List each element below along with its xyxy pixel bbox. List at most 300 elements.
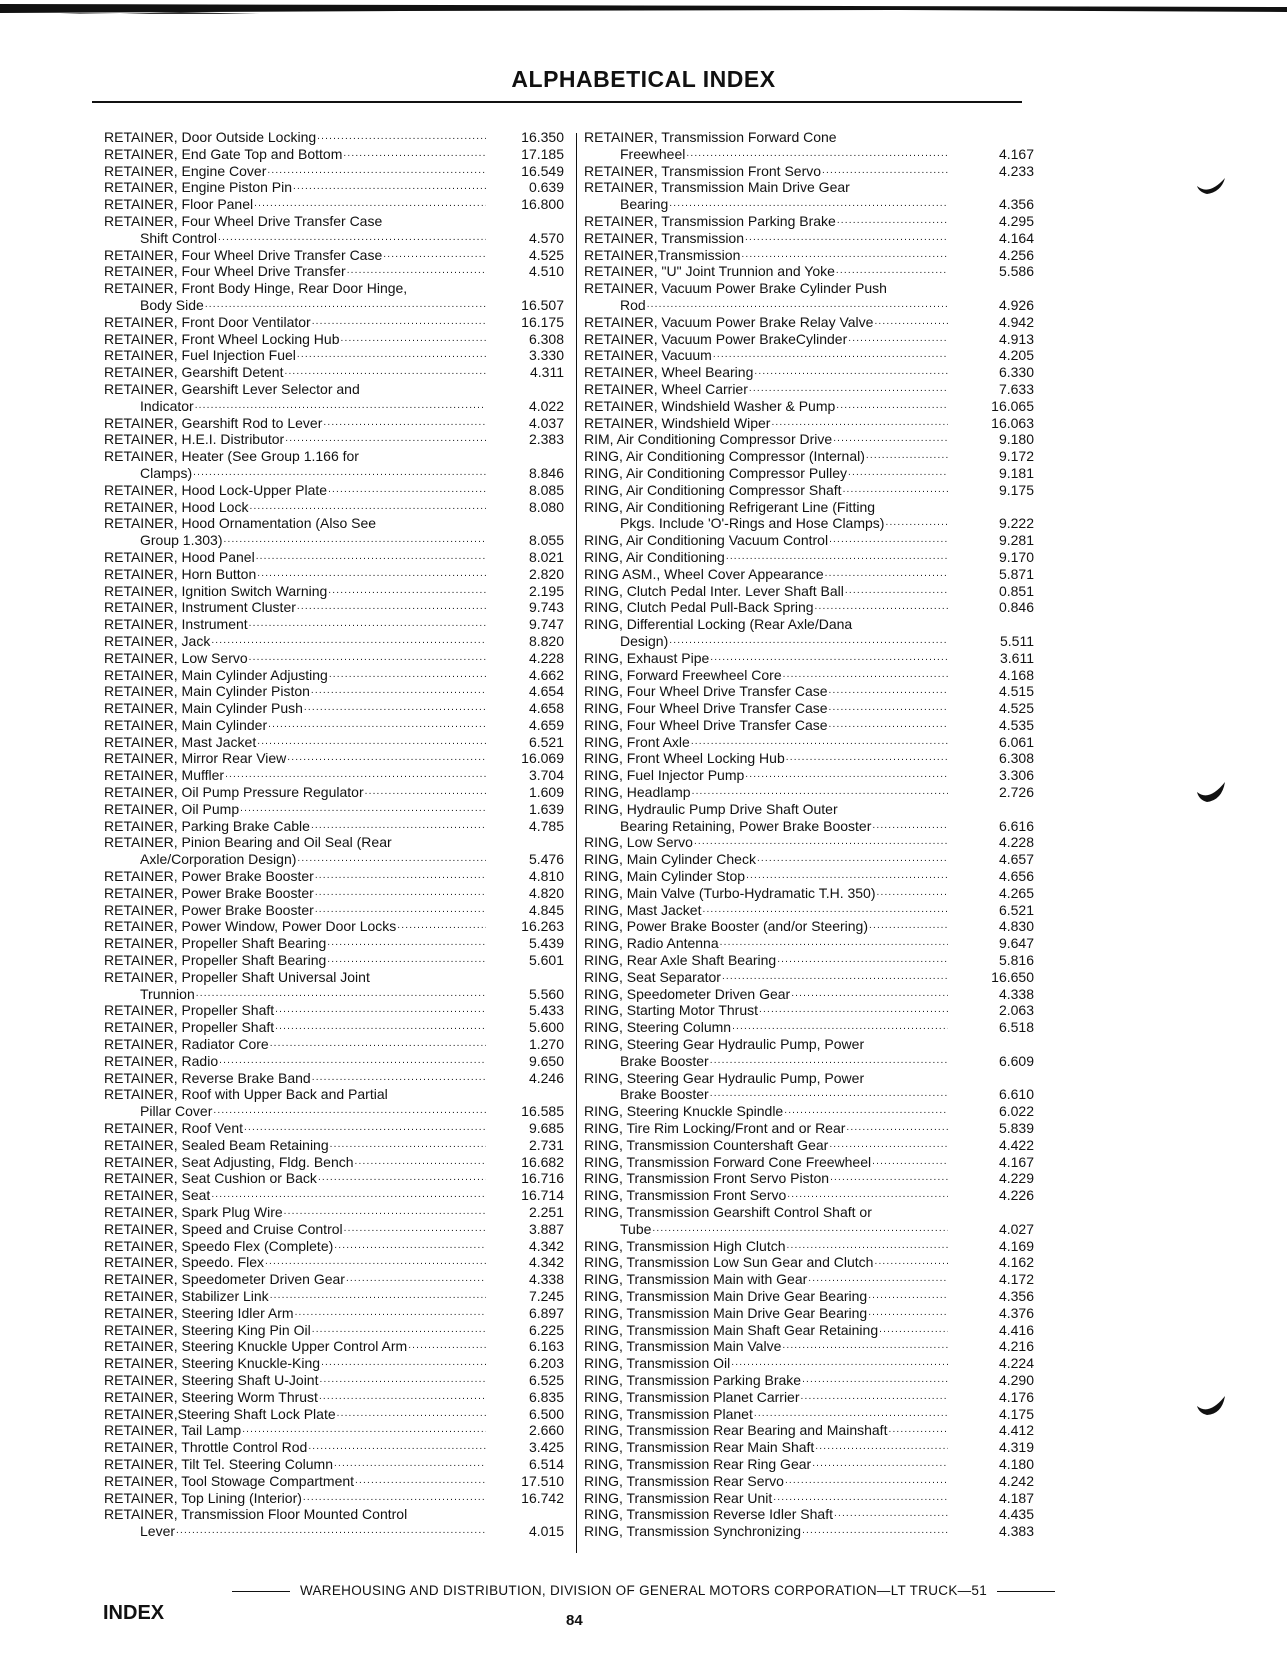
entry-text: Brake Booster — [620, 1086, 709, 1103]
entry-page-ref: 6.897 — [528, 1304, 564, 1321]
dot-leader — [829, 683, 948, 700]
entry-text: RETAINER, Steering Idler Arm — [104, 1304, 294, 1321]
entry-page-ref: 6.609 — [998, 1052, 1034, 1069]
entry-text: RING, Radio Antenna — [584, 935, 719, 952]
entry-text: RING, Transmission Rear Main Shaft — [584, 1439, 815, 1456]
entry-text: RING, Differential Locking (Rear Axle/Dana — [584, 616, 853, 633]
index-entry — [584, 1490, 1034, 1507]
dot-leader — [218, 230, 486, 247]
index-entry — [104, 633, 564, 650]
entry-text: RETAINER, Hood Lock-Upper Plate — [104, 481, 328, 498]
index-entry — [584, 1070, 1034, 1087]
entry-text: Shift Control — [140, 229, 218, 246]
entry-page-ref: 16.507 — [521, 296, 564, 313]
entry-page-ref: 9.180 — [998, 431, 1034, 448]
entry-text: RETAINER, Speed and Cruise Control — [104, 1220, 343, 1237]
dot-leader — [267, 163, 486, 180]
index-entry — [104, 1019, 564, 1036]
entry-text: RING, Starting Motor Thrust — [584, 1002, 759, 1019]
index-entry — [584, 667, 1034, 684]
index-entry — [104, 1238, 564, 1255]
index-entry — [104, 482, 564, 499]
dot-leader — [323, 415, 486, 432]
entry-page-ref: 4.295 — [998, 212, 1034, 229]
entry-page-ref: 4.658 — [528, 700, 564, 717]
entry-page-ref: 5.839 — [998, 1120, 1034, 1137]
entry-page-ref: 4.416 — [998, 1321, 1034, 1338]
index-entry — [584, 499, 1034, 516]
dot-leader — [346, 1271, 486, 1288]
entry-text: RETAINER, Main Cylinder Push — [104, 700, 303, 717]
dot-leader — [240, 801, 486, 818]
dot-leader — [815, 599, 948, 616]
dot-leader — [213, 1103, 486, 1120]
entry-text: Indicator — [140, 397, 194, 414]
index-entry — [584, 1338, 1034, 1355]
entry-text: RETAINER, Transmission Floor Mounted Control — [104, 1506, 408, 1523]
dot-leader — [710, 1086, 948, 1103]
dot-leader — [219, 1053, 486, 1070]
entry-page-ref: 9.172 — [998, 448, 1034, 465]
index-entry-continuation — [584, 196, 1034, 213]
index-entry — [104, 1389, 564, 1406]
entry-text: RING, Air Conditioning — [584, 548, 725, 565]
entry-page-ref: 3.425 — [528, 1439, 564, 1456]
index-entry — [584, 1422, 1034, 1439]
binder-hole-mark — [1195, 778, 1229, 808]
index-entry — [104, 1355, 564, 1372]
entry-text: RETAINER, Gearshift Detent — [104, 364, 284, 381]
dot-leader — [327, 952, 486, 969]
index-entry — [584, 448, 1034, 465]
dot-leader — [257, 566, 486, 583]
dot-leader — [315, 885, 486, 902]
entry-page-ref: 4.412 — [998, 1422, 1034, 1439]
dot-leader — [297, 599, 486, 616]
dot-leader — [303, 1490, 486, 1507]
dot-leader — [176, 1523, 486, 1540]
entry-page-ref: 6.061 — [998, 733, 1034, 750]
dot-leader — [787, 1187, 948, 1204]
entry-text: Freewheel — [620, 145, 686, 162]
index-entry — [104, 667, 564, 684]
index-entry — [584, 1254, 1034, 1271]
dot-leader — [312, 1070, 486, 1087]
entry-text: RETAINER, Ignition Switch Warning — [104, 582, 328, 599]
entry-page-ref: 16.549 — [521, 162, 564, 179]
index-entry — [104, 448, 564, 465]
index-entry — [104, 918, 564, 935]
entry-text: Bearing — [620, 196, 669, 213]
dot-leader — [317, 129, 486, 146]
entry-text: RETAINER, Propeller Shaft Bearing — [104, 935, 327, 952]
index-entry — [104, 1372, 564, 1389]
entry-page-ref: 16.585 — [521, 1103, 564, 1120]
entry-text: RETAINER, Reverse Brake Band — [104, 1069, 311, 1086]
index-entry — [104, 381, 564, 398]
index-entry — [104, 1187, 564, 1204]
dot-leader — [722, 969, 948, 986]
entry-text: RETAINER, Vacuum — [584, 347, 712, 364]
dot-leader — [784, 1103, 948, 1120]
index-entry — [584, 801, 1034, 818]
index-entry — [104, 885, 564, 902]
entry-text: RETAINER, Tilt Tel. Steering Column — [104, 1455, 334, 1472]
entry-text: RIM, Air Conditioning Compressor Drive — [584, 431, 833, 448]
entry-page-ref: 6.514 — [528, 1455, 564, 1472]
entry-page-ref: 8.080 — [528, 498, 564, 515]
dot-leader — [287, 750, 486, 767]
index-entry — [104, 583, 564, 600]
entry-page-ref: 4.383 — [998, 1523, 1034, 1540]
entry-page-ref: 4.820 — [528, 884, 564, 901]
dot-leader — [224, 532, 487, 549]
index-entry — [104, 415, 564, 432]
entry-text: RING, Transmission Reverse Idler Shaft — [584, 1506, 833, 1523]
entry-text: RING, Transmission Low Sun Gear and Clutch — [584, 1254, 874, 1271]
index-column-right — [584, 129, 1034, 1540]
entry-text: RETAINER, Windshield Wiper — [584, 414, 771, 431]
entry-page-ref: 16.069 — [521, 750, 564, 767]
index-entry-continuation — [104, 465, 564, 482]
entry-text: RETAINER, Transmission Main Drive Gear — [584, 179, 850, 196]
entry-page-ref: 3.330 — [528, 347, 564, 364]
entry-page-ref: 5.439 — [528, 935, 564, 952]
dot-leader — [773, 1490, 948, 1507]
entry-text: RETAINER, Radio — [104, 1052, 219, 1069]
dot-leader — [270, 1288, 486, 1305]
entry-page-ref: 9.647 — [998, 935, 1034, 952]
dot-leader — [888, 1422, 948, 1439]
entry-page-ref: 4.525 — [998, 700, 1034, 717]
entry-page-ref: 4.226 — [998, 1187, 1034, 1204]
index-entry — [584, 1103, 1034, 1120]
index-entry — [104, 247, 564, 264]
index-entry — [104, 314, 564, 331]
entry-text: RING, Hydraulic Pump Drive Shaft Outer — [584, 800, 838, 817]
entry-page-ref: 4.167 — [998, 1153, 1034, 1170]
index-entry — [584, 1456, 1034, 1473]
entry-text: RING, Air Conditioning Compressor (Internal) — [584, 448, 865, 465]
dot-leader — [830, 1170, 948, 1187]
dot-leader — [355, 1473, 486, 1490]
dot-leader — [846, 1120, 948, 1137]
entry-page-ref: 2.383 — [528, 431, 564, 448]
dot-leader — [791, 986, 948, 1003]
dot-leader — [268, 717, 486, 734]
dot-leader — [710, 650, 948, 667]
entry-page-ref: 3.887 — [528, 1220, 564, 1237]
entry-page-ref: 6.525 — [528, 1371, 564, 1388]
entry-page-ref: 2.731 — [528, 1136, 564, 1153]
entry-text: RETAINER, Steering King Pin Oil — [104, 1321, 311, 1338]
index-entry — [104, 179, 564, 196]
index-entry-continuation — [104, 1103, 564, 1120]
entry-text: RETAINER,Transmission — [584, 246, 741, 263]
entry-page-ref: 4.376 — [998, 1304, 1034, 1321]
index-entry — [104, 616, 564, 633]
index-entry — [584, 1154, 1034, 1171]
entry-page-ref: 4.535 — [998, 716, 1034, 733]
entry-page-ref: 4.656 — [998, 868, 1034, 885]
index-entry — [584, 1305, 1034, 1322]
entry-text: Pkgs. Include 'O'-Rings and Hose Clamps) — [620, 515, 885, 532]
entry-page-ref: 4.015 — [528, 1523, 564, 1540]
index-entry — [104, 1271, 564, 1288]
dot-leader — [872, 818, 948, 835]
entry-text: RING, Transmission Main with Gear — [584, 1271, 808, 1288]
entry-page-ref: 6.308 — [998, 750, 1034, 767]
entry-text: RING, Low Servo — [584, 834, 693, 851]
footer — [0, 1583, 1287, 1598]
index-entry — [584, 431, 1034, 448]
index-entry — [104, 1154, 564, 1171]
column-divider — [576, 133, 577, 1553]
entry-page-ref: 5.476 — [528, 851, 564, 868]
dot-leader — [312, 1322, 486, 1339]
index-entry — [104, 902, 564, 919]
entry-text: RETAINER, Wheel Carrier — [584, 380, 748, 397]
index-entry — [584, 415, 1034, 432]
entry-page-ref: 9.685 — [528, 1120, 564, 1137]
entry-page-ref: 16.716 — [521, 1170, 564, 1187]
index-entry — [104, 1322, 564, 1339]
entry-text: RETAINER, Transmission Parking Brake — [584, 212, 836, 229]
dot-leader — [257, 734, 486, 751]
index-entry — [584, 364, 1034, 381]
index-entry — [584, 549, 1034, 566]
index-entry — [584, 1238, 1034, 1255]
entry-page-ref: 16.175 — [521, 313, 564, 330]
index-entry — [584, 465, 1034, 482]
entry-page-ref: 17.510 — [521, 1472, 564, 1489]
dot-leader — [408, 1338, 486, 1355]
entry-page-ref: 4.172 — [998, 1271, 1034, 1288]
entry-text: RETAINER, Engine Cover — [104, 162, 267, 179]
entry-text: RING, Headlamp — [584, 784, 691, 801]
dot-leader — [874, 314, 948, 331]
dot-leader — [802, 1372, 948, 1389]
dot-leader — [225, 767, 486, 784]
index-entry — [584, 247, 1034, 264]
dot-leader — [211, 1187, 486, 1204]
entry-text: Group 1.303) — [140, 532, 223, 549]
dot-leader — [344, 1221, 486, 1238]
entry-text: RETAINER, Heater (See Group 1.166 for — [104, 448, 359, 465]
index-entry — [584, 1204, 1034, 1221]
dot-leader — [731, 1355, 948, 1372]
entry-text: RETAINER, Seat — [104, 1187, 211, 1204]
entry-page-ref: 3.306 — [998, 767, 1034, 784]
dot-leader — [193, 465, 486, 482]
footer-text: WAREHOUSING AND DISTRIBUTION, DIVISION OF GENERAL MOTORS CORPORATION—LT TRUCK—51 — [299, 1583, 988, 1598]
index-entry — [104, 1456, 564, 1473]
dot-leader — [710, 1053, 948, 1070]
entry-page-ref: 4.175 — [998, 1405, 1034, 1422]
entry-text: RETAINER, Jack — [104, 632, 211, 649]
entry-page-ref: 4.570 — [528, 229, 564, 246]
dot-leader — [877, 885, 949, 902]
dot-leader — [244, 1120, 486, 1137]
entry-text: RETAINER, Propeller Shaft — [104, 1019, 275, 1036]
entry-page-ref: 6.518 — [998, 1019, 1034, 1036]
entry-page-ref: 0.846 — [998, 599, 1034, 616]
index-entry — [584, 935, 1034, 952]
index-entry — [584, 1271, 1034, 1288]
index-entry — [104, 146, 564, 163]
dot-leader — [321, 1355, 486, 1372]
index-entry — [104, 566, 564, 583]
entry-page-ref: 6.330 — [998, 364, 1034, 381]
index-entry-continuation — [104, 986, 564, 1003]
index-entry-continuation — [584, 1221, 1034, 1238]
entry-text: RETAINER, Fuel Injection Fuel — [104, 347, 296, 364]
entry-page-ref: 4.167 — [998, 145, 1034, 162]
entry-page-ref: 2.660 — [528, 1422, 564, 1439]
dot-leader — [196, 986, 486, 1003]
entry-page-ref: 16.650 — [991, 968, 1034, 985]
entry-page-ref: 6.203 — [528, 1355, 564, 1372]
entry-text: RETAINER, Four Wheel Drive Transfer Case — [104, 212, 383, 229]
dot-leader — [647, 297, 948, 314]
dot-leader — [343, 146, 486, 163]
scan-top-edge — [0, 0, 1287, 14]
binder-hole-mark — [1195, 170, 1229, 200]
footer-rule-right — [997, 1591, 1055, 1592]
entry-page-ref: 17.185 — [521, 145, 564, 162]
dot-leader — [328, 482, 486, 499]
dot-leader — [868, 1288, 948, 1305]
entry-page-ref: 16.065 — [991, 397, 1034, 414]
index-entry — [104, 767, 564, 784]
dot-leader — [249, 616, 486, 633]
entry-page-ref: 4.168 — [998, 666, 1034, 683]
entry-text: Trunnion — [140, 985, 195, 1002]
entry-text: RING, Steering Gear Hydraulic Pump, Power — [584, 1036, 865, 1053]
dot-leader — [397, 918, 486, 935]
entry-text: RETAINER, Vacuum Power Brake Relay Valve — [584, 313, 874, 330]
index-entry — [104, 1170, 564, 1187]
index-entry — [104, 1439, 564, 1456]
dot-leader — [754, 364, 948, 381]
index-entry — [104, 549, 564, 566]
entry-text: RING, Main Valve (Turbo-Hydramatic T.H. 350) — [584, 884, 876, 901]
index-column-left — [104, 129, 564, 1540]
entry-text: RING, Speedometer Driven Gear — [584, 985, 791, 1002]
entry-page-ref: 9.170 — [998, 548, 1034, 565]
entry-text: RETAINER, Power Window, Power Door Locks — [104, 918, 397, 935]
entry-text: RETAINER, Main Cylinder Adjusting — [104, 666, 328, 683]
entry-text: RING, Transmission Oil — [584, 1355, 731, 1372]
dot-leader — [249, 499, 486, 516]
entry-text: RETAINER, Steering Worm Thrust — [104, 1388, 318, 1405]
dot-leader — [829, 1137, 948, 1154]
entry-page-ref: 6.616 — [998, 817, 1034, 834]
entry-page-ref: 8.846 — [528, 464, 564, 481]
entry-page-ref: 9.222 — [998, 515, 1034, 532]
dot-leader — [669, 633, 948, 650]
index-entry — [104, 801, 564, 818]
entry-text: Body Side — [140, 296, 204, 313]
entry-page-ref: 4.657 — [998, 851, 1034, 868]
entry-text: RING, Transmission Main Drive Gear Bearing — [584, 1304, 868, 1321]
index-entry — [584, 902, 1034, 919]
dot-leader — [254, 196, 486, 213]
dot-leader — [746, 868, 948, 885]
entry-page-ref: 4.265 — [998, 884, 1034, 901]
dot-leader — [745, 767, 948, 784]
index-entry — [584, 1120, 1034, 1137]
entry-page-ref: 16.063 — [991, 414, 1034, 431]
entry-page-ref: 4.233 — [998, 162, 1034, 179]
index-entry — [584, 650, 1034, 667]
index-entry — [584, 398, 1034, 415]
dot-leader — [686, 146, 948, 163]
dot-leader — [242, 1422, 486, 1439]
index-entry — [584, 1506, 1034, 1523]
entry-text: RETAINER, Transmission Forward Cone — [584, 129, 837, 145]
entry-page-ref: 4.187 — [998, 1489, 1034, 1506]
entry-page-ref: 4.785 — [528, 817, 564, 834]
entry-page-ref: 9.281 — [998, 532, 1034, 549]
entry-text: RETAINER, Front Wheel Locking Hub — [104, 330, 340, 347]
entry-text: RETAINER, Sealed Beam Retaining — [104, 1136, 329, 1153]
dot-leader — [249, 650, 486, 667]
entry-text: RING, Four Wheel Drive Transfer Case — [584, 700, 828, 717]
entry-page-ref: 4.169 — [998, 1237, 1034, 1254]
dot-leader — [848, 331, 948, 348]
dot-leader — [702, 902, 948, 919]
entry-text: Rod — [620, 296, 646, 313]
entry-text: Design) — [620, 632, 669, 649]
index-entry — [104, 1137, 564, 1154]
entry-text: RING, Transmission Parking Brake — [584, 1371, 802, 1388]
entry-text: RETAINER, Speedo. Flex — [104, 1254, 265, 1271]
index-entry — [104, 1338, 564, 1355]
entry-text: RETAINER, Steering Knuckle-King — [104, 1355, 321, 1372]
index-entry — [584, 885, 1034, 902]
index-entry — [104, 717, 564, 734]
entry-text: RETAINER, Vacuum Power BrakeCylinder — [584, 330, 848, 347]
entry-page-ref: 5.511 — [1000, 632, 1034, 649]
entry-text: RETAINER, Propeller Shaft Bearing — [104, 952, 327, 969]
entry-page-ref: 2.251 — [528, 1204, 564, 1220]
dot-leader — [691, 734, 948, 751]
entry-page-ref: 9.650 — [528, 1052, 564, 1069]
index-entry — [104, 196, 564, 213]
dot-leader — [812, 1456, 948, 1473]
entry-page-ref: 1.270 — [528, 1036, 564, 1053]
entry-page-ref: 16.800 — [521, 196, 564, 213]
entry-page-ref: 6.308 — [528, 330, 564, 347]
entry-page-ref: 4.162 — [998, 1254, 1034, 1271]
entry-page-ref: 6.835 — [528, 1388, 564, 1405]
index-entry — [584, 1389, 1034, 1406]
index-entry — [584, 784, 1034, 801]
dot-leader — [837, 213, 948, 230]
index-entry — [584, 599, 1034, 616]
index-entry — [584, 683, 1034, 700]
entry-text: RETAINER, Power Brake Booster — [104, 901, 314, 918]
index-entry-continuation — [104, 398, 564, 415]
entry-text: Tube — [620, 1220, 652, 1237]
entry-text: RING, Rear Axle Shaft Bearing — [584, 952, 777, 969]
entry-page-ref: 4.654 — [528, 683, 564, 700]
entry-text: RING, Transmission Rear Ring Gear — [584, 1455, 812, 1472]
dot-leader — [802, 1523, 948, 1540]
entry-text: RING, Mast Jacket — [584, 901, 702, 918]
entry-text: Pillar Cover — [140, 1103, 213, 1120]
